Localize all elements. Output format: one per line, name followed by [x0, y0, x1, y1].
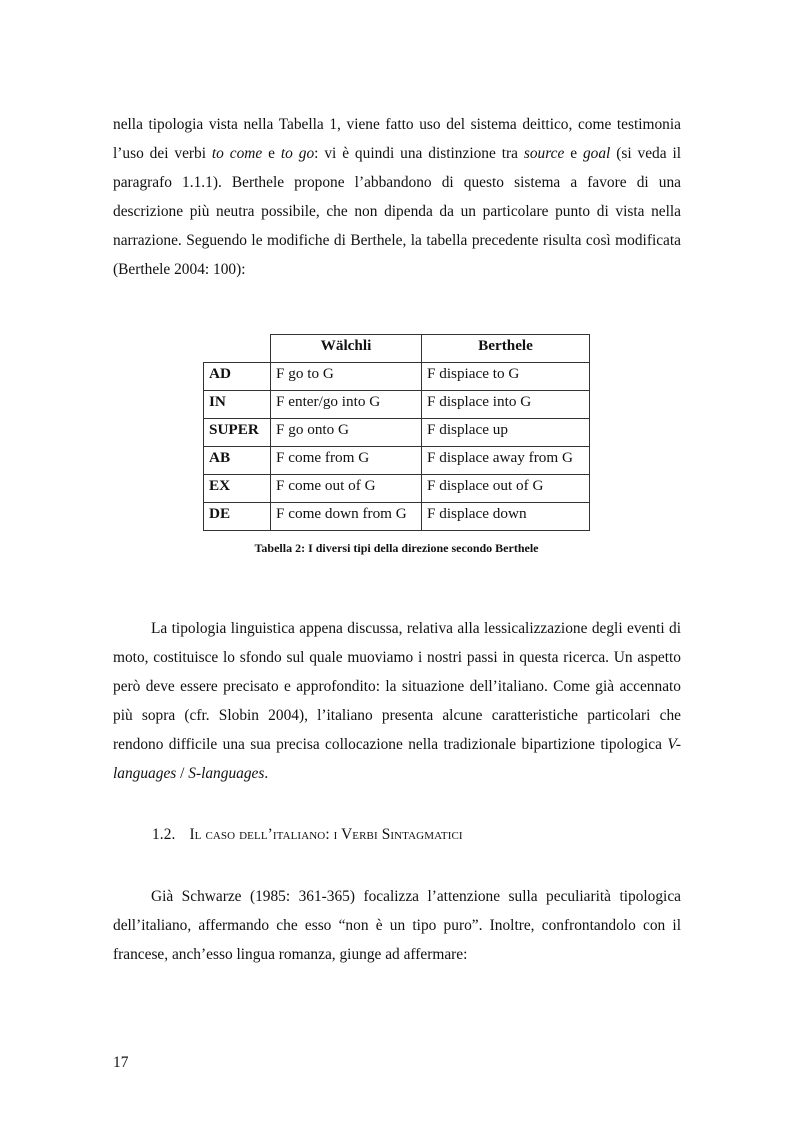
row-label: IN [204, 391, 271, 419]
row-label: AD [204, 363, 271, 391]
italic-term: goal [582, 145, 611, 162]
italic-term: S-languages [188, 765, 265, 782]
table-row [204, 447, 590, 475]
section-heading [152, 826, 463, 844]
berthele-cell: F displace up [422, 419, 590, 447]
walchli-cell: F go to G [271, 363, 422, 391]
row-label: EX [204, 475, 271, 503]
paragraph-deictic-system: nella tipologia vista nella Tabella 1, viene fatto uso del sistema deittico, come testimonia l’uso dei verbi to come e to go: vi è quindi una distinzione tra source e goal (si veda il paragrafo 1.1.1). Berthele propone l’abbandono di questo sistema a favore di una descrizione più neutra possibile, che non dipenda da un particolare punto di vista nella narrazione. Seguendo le modifiche di Berthele, la tabella precedente risulta così modificata (Berthele 2004: 100): [113, 116, 682, 278]
table-header-empty [204, 335, 271, 363]
table-header-berthele: Berthele [422, 335, 590, 363]
table-caption: Tabella 2: I diversi tipi della direzione secondo Berthele [254, 541, 539, 555]
italic-term: to go [280, 145, 315, 162]
italic-term: V-languages [113, 736, 681, 782]
berthele-cell: F displace down [422, 503, 590, 531]
italic-term: source [523, 145, 565, 162]
walchli-cell: F enter/go into G [271, 391, 422, 419]
table-row [204, 475, 590, 503]
walchli-cell: F go onto G [271, 419, 422, 447]
berthele-cell: F displace out of G [422, 475, 590, 503]
direction-types-table [203, 334, 590, 531]
italic-term: to come [211, 145, 263, 162]
table-row [204, 391, 590, 419]
row-label: DE [204, 503, 271, 531]
table-row [204, 363, 590, 391]
page-number: 17 [113, 1054, 129, 1071]
walchli-cell: F come out of G [271, 475, 422, 503]
paragraph-schwarze: Già Schwarze (1985: 361-365) focalizza l’attenzione sulla peculiarità tipologica dell’italiano, affermando che esso “non è un tipo puro”. Inoltre, confrontandolo con il francese, anch’esso lingua romanza, giunge ad affermare: [113, 888, 681, 963]
section-number: 1.2. [152, 826, 176, 843]
row-label: AB [204, 447, 271, 475]
table-header-walchli: Wälchli [271, 335, 422, 363]
table-header-row [204, 335, 590, 363]
berthele-cell: F dispiace to G [422, 363, 590, 391]
berthele-cell: F displace into G [422, 391, 590, 419]
walchli-cell: F come down from G [271, 503, 422, 531]
walchli-cell: F come from G [271, 447, 422, 475]
row-label: SUPER [204, 419, 271, 447]
table-row [204, 503, 590, 531]
paragraph-linguistic-typology: La tipologia linguistica appena discussa, relativa alla lessicalizzazione degli eventi di moto, costituisce lo sfondo sul quale muoviamo i nostri passi in questa ricerca. Un aspetto però deve essere precisato e approfondito: la situazione dell’italiano. Come già accennato più sopra (cfr. Slobin 2004), l’italiano presenta alcune caratteristiche particolari che rendono difficile una sua precisa collocazione nella tradizionale bipartizione tipologica V-languages / S-languages. [113, 620, 681, 782]
berthele-cell: F displace away from G [422, 447, 590, 475]
table-row [204, 419, 590, 447]
section-title: Il caso dell’italiano: i Verbi Sintagmatici [189, 826, 463, 843]
